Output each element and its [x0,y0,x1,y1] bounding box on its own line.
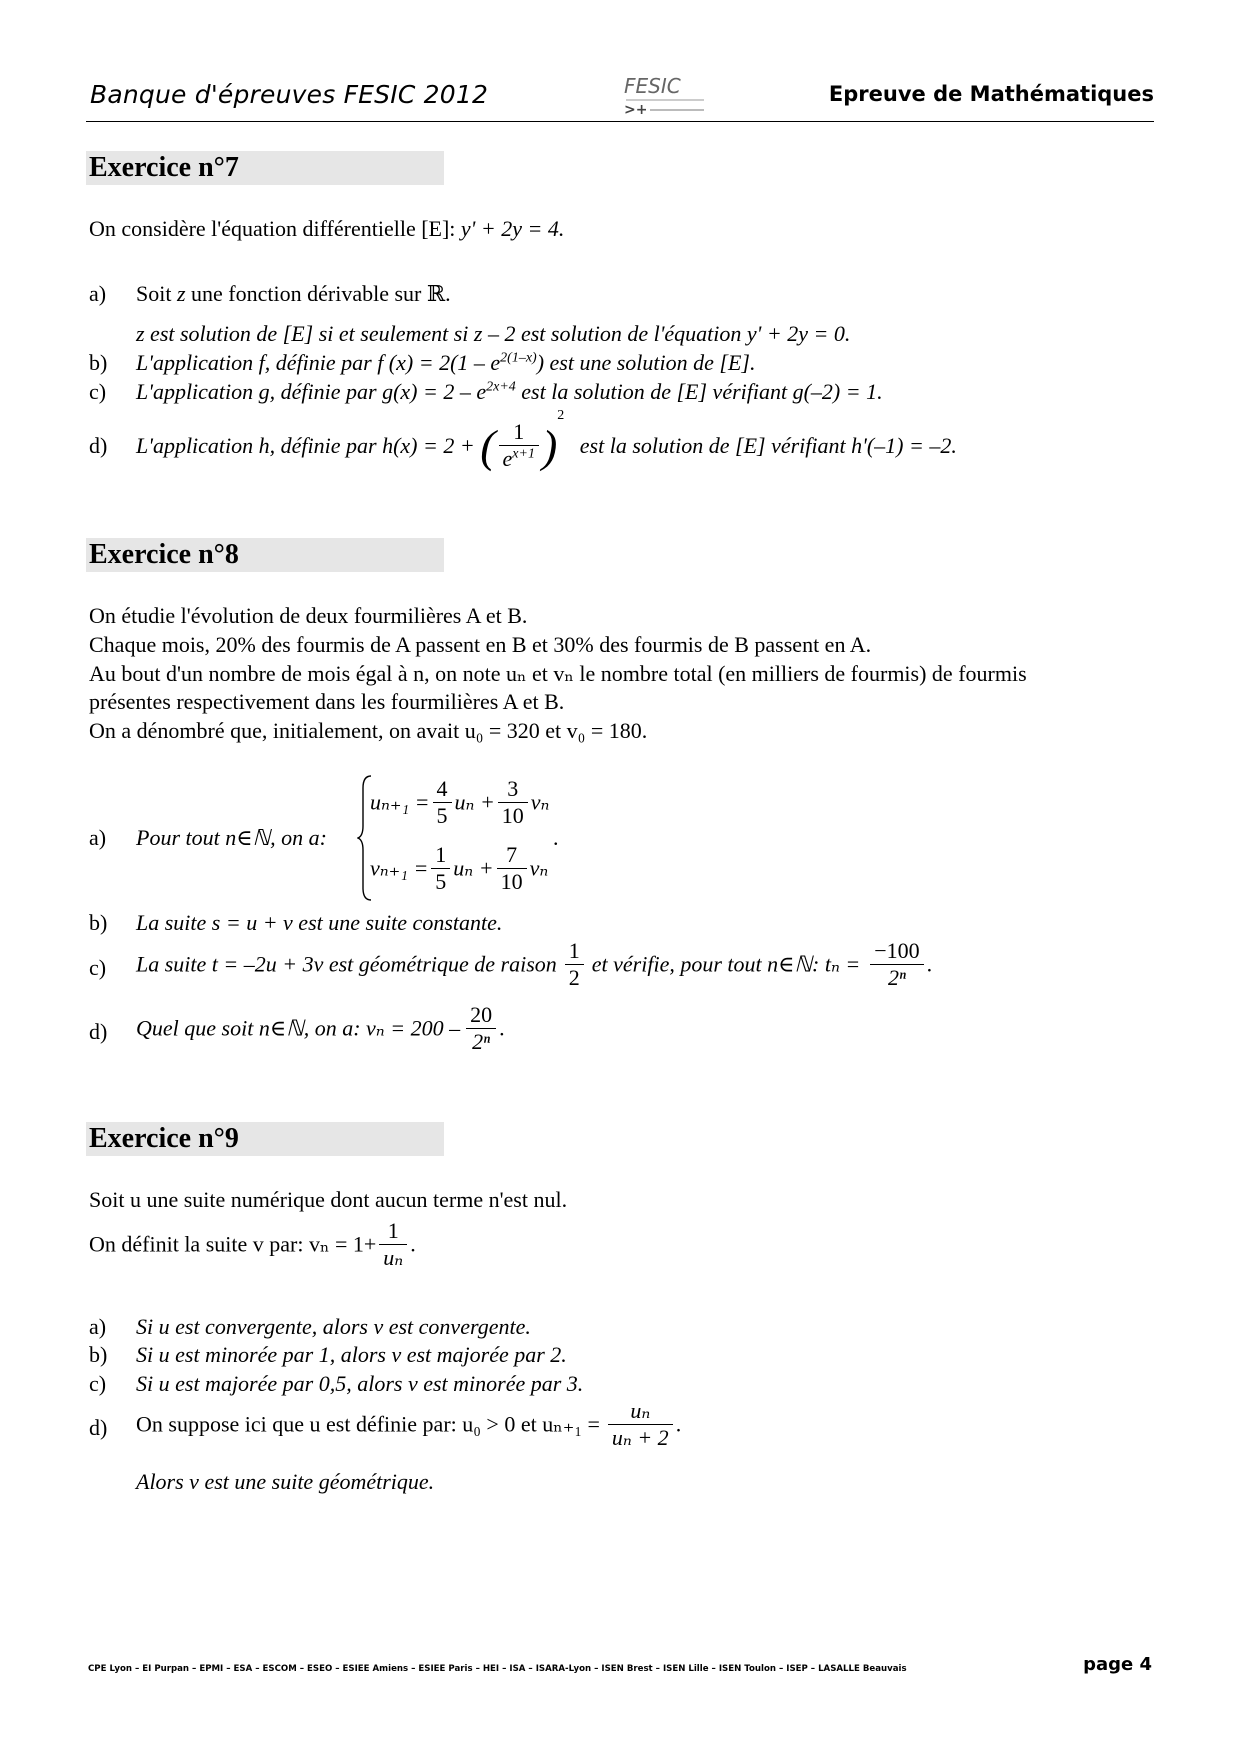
ex8-a-label: a) [89,825,107,850]
ex8-p1: On étudie l'évolution de deux fourmilières A et B. [89,603,528,628]
header-divider [86,121,1154,122]
fesic-logo [620,76,710,118]
ex9-b-statement: Si u est minorée par 1, alors v est majorée par 2. [136,1342,567,1367]
ex8-d-statement: Quel que soit n∈ℕ, on a: vₙ = 200 – $\frac{20}{\text{2ⁿ}}$ . [136,1002,505,1054]
ex7-b-statement: L'application f, définie par f $(x) = 2(1 - e^{2(1-x)})$ est une solution de [E]. [136,350,756,375]
header-subject: Epreuve de Mathématiques [828,82,1154,106]
ex9-a-statement: Si u est convergente, alors v est convergente. [136,1314,531,1339]
header-title: Banque d'épreuves FESIC 2012 [90,80,489,109]
logo-mark-icon [620,76,710,118]
paren-open: ( [480,420,496,472]
ex7-b-label: b) [89,350,108,375]
svg-text:>+: >+ [624,102,648,118]
ex9-p1: Soit u une suite numérique dont aucun terme n'est nul. [89,1187,568,1212]
ex8-system-line2: vₙ₊₁ = $\frac{1}{5}$ uₙ + $\frac{7}{10}$ vₙ [370,842,549,894]
ex9-b-label: b) [89,1342,108,1367]
ex8-d-label: d) [89,1019,108,1044]
page-number: page 4 [1083,1654,1152,1675]
ex9-d-statement: On suppose ici que u est définie par: u₀ > 0 et uₙ₊₁ = $\frac{\text{uₙ}}{\text{uₙ + 2}}$ . [136,1398,682,1450]
ex9-c-label: c) [89,1371,107,1396]
exercise-8-title: Exercice n°8 [86,538,444,572]
ex8-c-statement: La suite t = –2u + 3v est géométrique de raison $\frac{1}{2}$ et vérifie, pour tout n∈ℕ: tₙ = $\frac{-100}{\text{2ⁿ}}$ . [136,938,933,990]
ex9-a-label: a) [89,1314,107,1339]
logo-text: FESIC [624,74,681,98]
ex7-a-text: Soit z une fonction dérivable sur ℝ. [136,281,451,306]
ex8-system-line1: uₙ₊₁ = $\frac{4}{5}$ uₙ + $\frac{3}{10}$ vₙ [370,776,550,828]
paren-close: ) [541,420,558,472]
ex7-d-statement: L'application h, définie par h(x) = 2 + ( $\frac{1}{e^{x+1}}$ )$^2$ est la solution de [E] vérifiant h'(–1) = –2. [136,408,957,472]
ex8-a-text: Pour tout n∈ℕ, on a: [136,825,327,850]
ex8-p5: On a dénombré que, initialement, on avait u₀ = 320 et v₀ = 180. [89,718,648,743]
ex7-a-statement: z est solution de [E] si et seulement si z – 2 est solution de l'équation y' + 2y = 0. [136,321,851,346]
ex8-a-dot: . [553,825,559,850]
ex9-p2: On définit la suite v par: vₙ = 1+ $\frac{1}{\text{uₙ}}$ . [89,1218,416,1270]
ex8-b-statement: La suite s = u + v est une suite constante. [136,910,503,935]
ex9-d-label: d) [89,1415,108,1440]
ex7-intro: On considère l'équation différentielle [E]: y' + 2y = 4. [89,216,565,241]
ex7-c-statement: L'application g, définie par $g(x) = 2 - e^{2x+4}$ est la solution de [E] vérifiant g(–2) = 1. [136,379,883,404]
exercise-9-title: Exercice n°9 [86,1122,444,1156]
footer-schools: CPE Lyon – EI Purpan – EPMI – ESA – ESCOM – ESEO – ESIEE Amiens – ESIEE Paris – HEI – ISA – ISARA-Lyon – ISEN Brest – ISEN Lille – ISEN Toulon – ISEP – LASALLE Beauvais [88,1664,907,1674]
ex8-c-label: c) [89,955,107,980]
ex8-p2: Chaque mois, 20% des fourmis de A passent en B et 30% des fourmis de B passent en A. [89,632,872,657]
ex7-a-label: a) [89,281,107,306]
exercise-7-title: Exercice n°7 [86,151,444,185]
ex8-b-label: b) [89,910,108,935]
ex9-d-conclusion: Alors v est une suite géométrique. [136,1469,435,1494]
ex7-c-label: c) [89,379,107,404]
ex8-p3: Au bout d'un nombre de mois égal à n, on note uₙ et vₙ le nombre total (en milliers de fourmis) de fourmis [89,661,1027,686]
ex7-d-label: d) [89,433,108,458]
ex9-c-statement: Si u est majorée par 0,5, alors v est minorée par 3. [136,1371,584,1396]
ex8-p4: présentes respectivement dans les fourmilières A et B. [89,689,565,714]
